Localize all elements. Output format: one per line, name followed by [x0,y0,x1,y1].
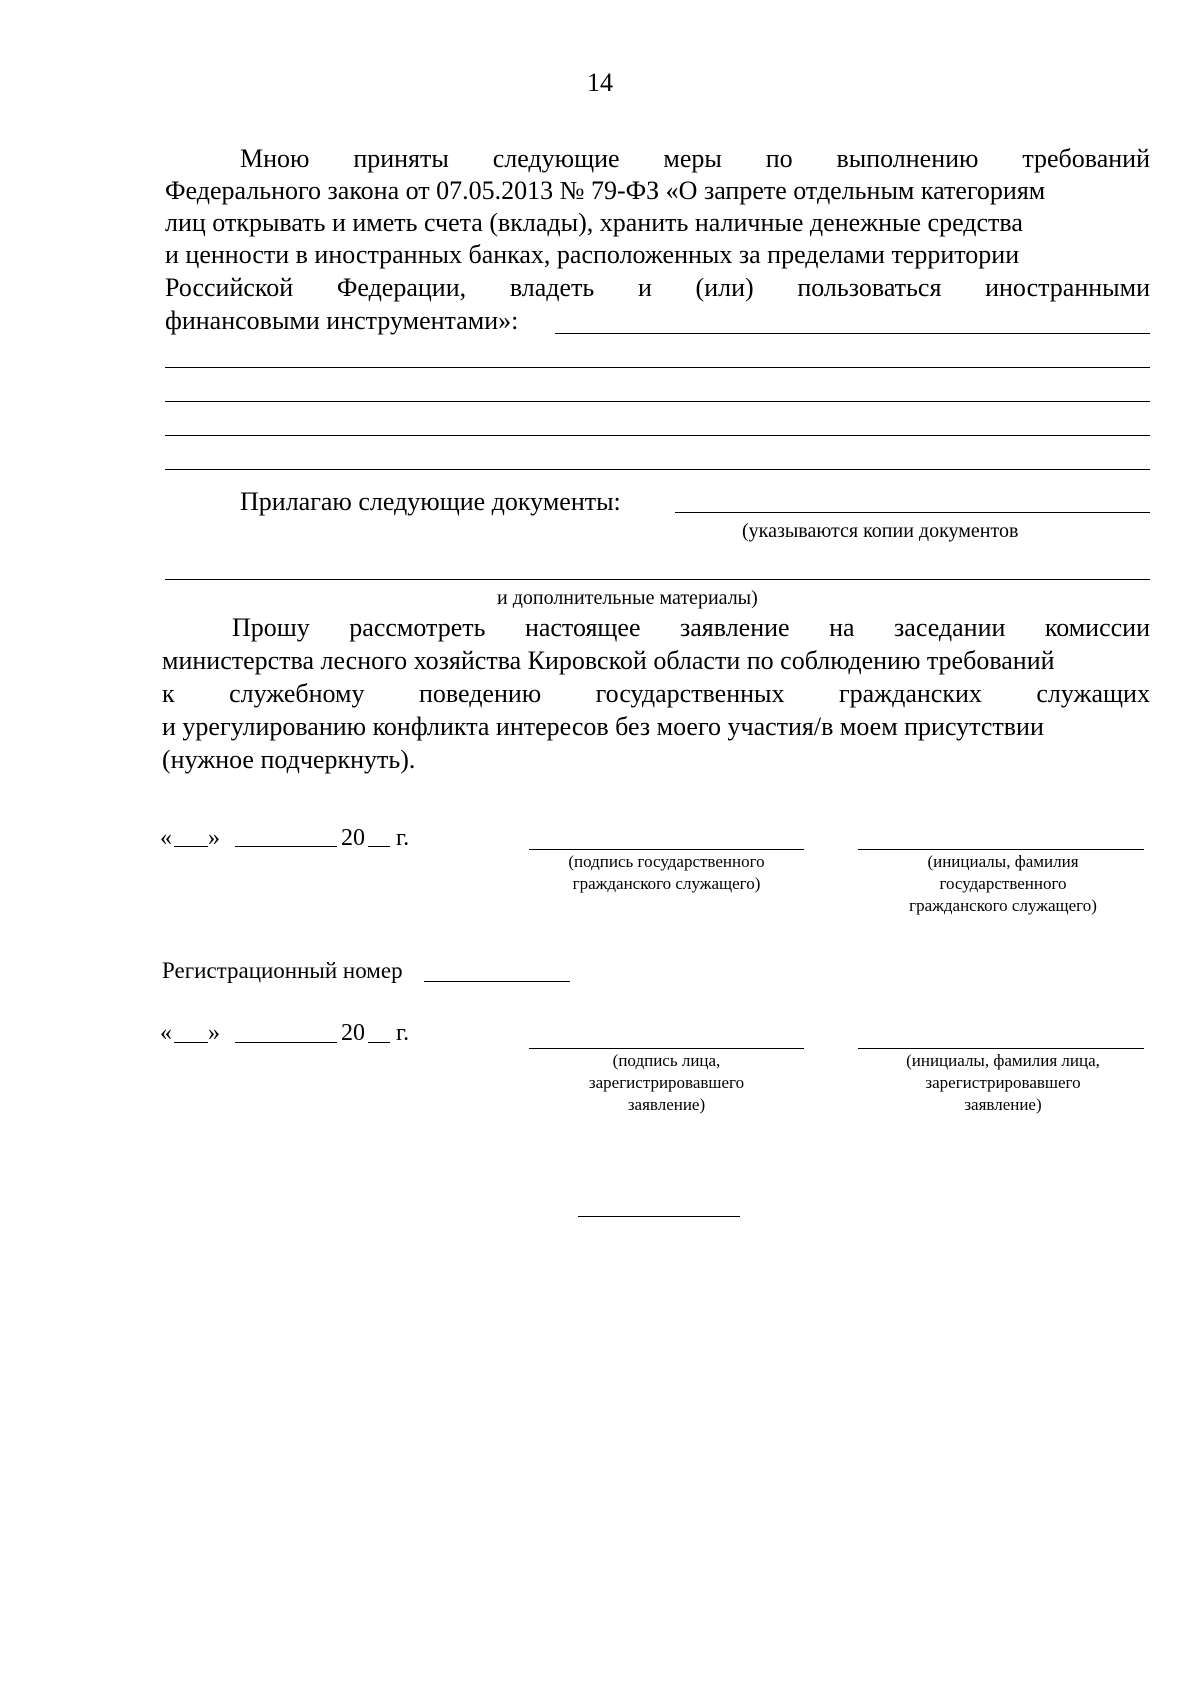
sign2-name-caption-3: заявление) [964,1095,1042,1114]
attachments-label: Прилагаю следующие документы: [240,487,621,516]
registration-number-field[interactable] [424,981,570,982]
word: к [162,679,175,708]
sign2-signature-caption-3: заявление) [627,1095,706,1114]
sign2-name-caption-1: (инициалы, фамилия лица, [906,1051,1100,1070]
word: гражданских [838,679,982,708]
sign1-name-caption-2: государственного [939,874,1067,893]
attachments-fill-line[interactable] [165,579,1150,580]
word: служебному [229,679,365,708]
end-separator [578,1216,740,1217]
sign1-name-caption-1: (инициалы, фамилия [927,852,1079,871]
measures-line-6: финансовыми инструментами»: [165,306,519,335]
word: заседании [894,613,1006,642]
word: (или) [695,273,754,302]
sign1-year-field[interactable] [368,846,390,847]
word: выполнению [836,144,979,173]
word: Мною [240,144,310,173]
sign2-signature-caption-2: зарегистрировавшего [588,1073,745,1092]
sign1-year-prefix: 20 [341,825,365,851]
word: меры [663,144,722,173]
sign1-signature-caption-2: гражданского служащего) [572,874,761,893]
word: Российской [165,273,294,302]
sign2-day-field[interactable] [174,1042,208,1043]
sign1-day-field[interactable] [174,846,208,847]
word: требований [1022,144,1150,173]
sign2-date-close: » [208,1020,220,1046]
sign1-date-open: « [160,825,172,851]
request-line-5: (нужное подчеркнуть). [162,745,416,774]
measures-line-3: лиц открывать и иметь счета (вклады), хранить наличные денежные средства [165,208,1023,237]
request-line-1 [232,612,1150,644]
word: по [765,144,793,173]
word: государственных [595,679,785,708]
measures-line-2: Федерального закона от 07.05.2013 № 79-ФЗ «О запрете отдельным категориям [165,176,1046,205]
sign1-name-field[interactable] [858,849,1144,850]
sign2-year-prefix: 20 [341,1020,365,1046]
sign2-year-suffix: г. [396,1020,410,1046]
attachments-hint-2: и дополнительные материалы) [497,587,758,609]
word: настоящее [524,613,641,642]
sign2-date-open: « [160,1020,172,1046]
request-line-2: министерства лесного хозяйства Кировской области по соблюдению требований [162,646,1055,675]
sign1-month-field[interactable] [235,846,337,847]
measures-fill-line[interactable] [165,435,1150,436]
sign1-name-caption-3: гражданского служащего) [909,896,1097,915]
sign2-signature-field[interactable] [529,1048,804,1049]
sign1-signature-field[interactable] [529,849,804,850]
request-line-3 [162,678,1150,710]
sign1-signature-caption-1: (подпись государственного [568,852,765,871]
word: приняты [353,144,449,173]
word: и [637,273,652,302]
word: Прошу [232,613,310,642]
sign2-year-field[interactable] [368,1042,390,1043]
word: поведению [418,679,542,708]
word: рассмотреть [349,613,486,642]
word: владеть [509,273,595,302]
attachments-hint-1: (указываются копии документов [742,520,1019,542]
word: на [829,613,855,642]
measures-line-4: и ценности в иностранных банках, расположенных за пределами территории [165,240,1020,269]
sign2-name-field[interactable] [858,1048,1144,1049]
measures-fill-line[interactable] [165,401,1150,402]
sign2-month-field[interactable] [235,1042,337,1043]
page-number: 14 [587,68,613,97]
request-line-4: и урегулированию конфликта интересов без моего участия/в моем присутствии [162,712,1044,741]
attachments-fill-line[interactable] [675,512,1150,513]
word: заявление [680,613,790,642]
measures-fill-line[interactable] [165,367,1150,368]
word: служащих [1036,679,1150,708]
sign2-name-caption-2: зарегистрировавшего [925,1073,1081,1092]
measures-fill-line[interactable] [165,469,1150,470]
word: следующие [492,144,620,173]
word: пользоваться [797,273,942,302]
word: комиссии [1044,613,1150,642]
measures-line-5 [165,272,1150,304]
measures-fill-line[interactable] [555,333,1150,334]
measures-line-1 [240,143,1150,175]
sign2-signature-caption-1: (подпись лица, [612,1051,721,1070]
word: Федерации, [336,273,467,302]
sign1-year-suffix: г. [396,825,410,851]
registration-label: Регистрационный номер [162,958,403,983]
sign1-date-close: » [208,825,220,851]
word: иностранными [985,273,1150,302]
